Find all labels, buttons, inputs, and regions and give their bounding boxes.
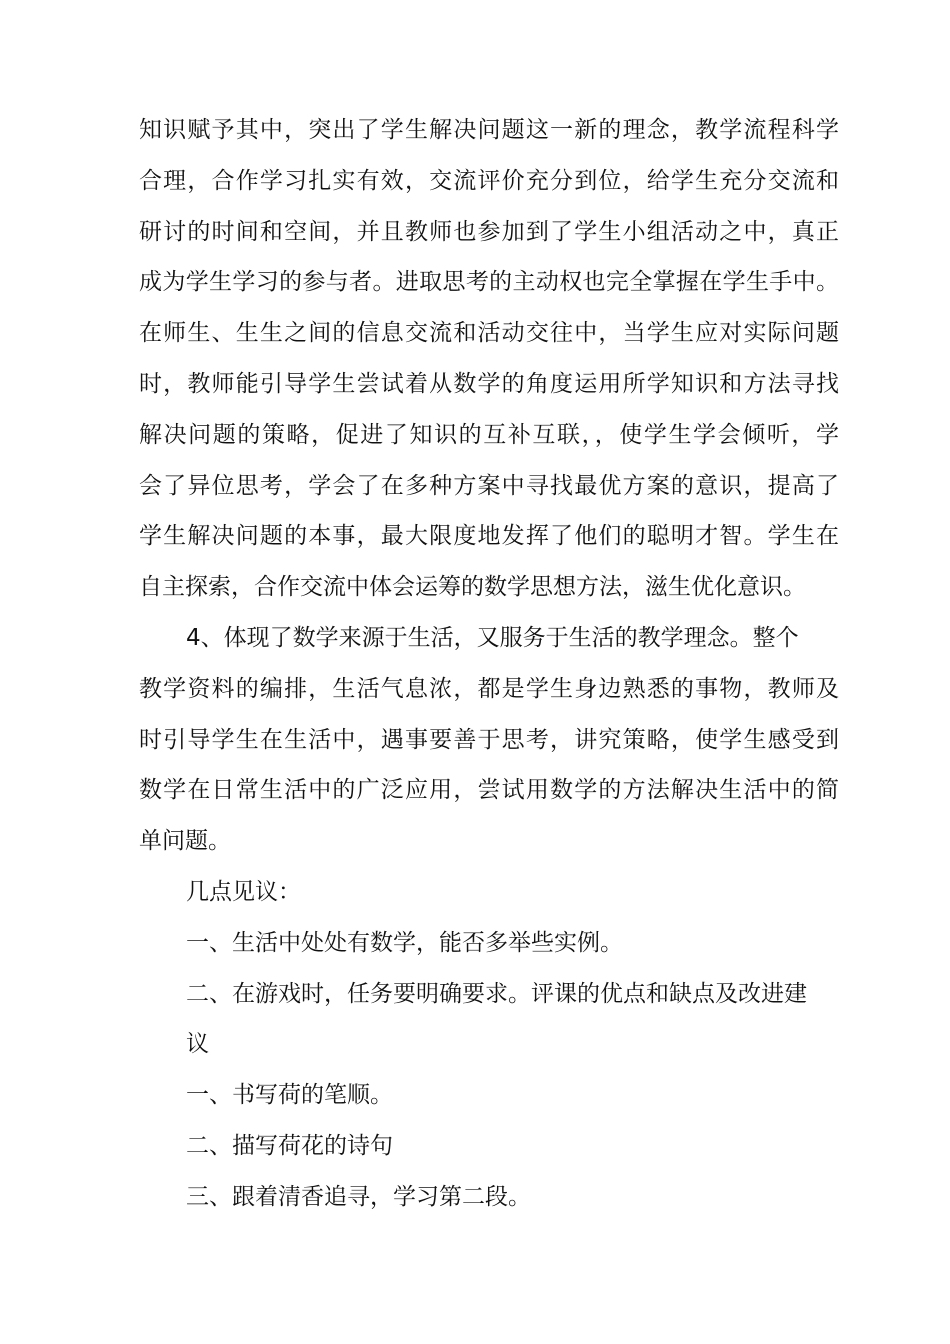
text-line: 教学资料的编排，生活气息浓，都是学生身边熟悉的事物，教师及 bbox=[139, 675, 839, 702]
text-line: 数学在日常生活中的广泛应用，尝试用数学的方法解决生活中的简 bbox=[139, 777, 839, 804]
text-line: 自主探索，合作交流中体会运筹的数学思想方法，滋生优化意识。 bbox=[139, 574, 806, 601]
text-line: 会了异位思考，学会了在多种方案中寻找最优方案的意识，提高了 bbox=[139, 472, 839, 499]
text-line: 单问题。 bbox=[139, 828, 231, 855]
suggestion-item: 二、描写荷花的诗句 bbox=[186, 1132, 393, 1159]
text-line: 学生解决问题的本事，最大限度地发挥了他们的聪明才智。学生在 bbox=[139, 523, 839, 550]
text-line: 时引导学生在生活中，遇事要善于思考，讲究策略，使学生感受到 bbox=[139, 726, 839, 753]
suggestion-item: 一、生活中处处有数学，能否多举些实例。 bbox=[186, 929, 623, 956]
text-line: 知识赋予其中，突出了学生解决问题这一新的理念，教学流程科学 bbox=[139, 117, 839, 143]
paragraph-teaching-evaluation bbox=[139, 105, 839, 613]
suggestion-item-continuation: 议 bbox=[186, 1031, 209, 1058]
text-line: 成为学生学习的参与者。进取思考的主动权也完全掌握在学生手中。 bbox=[139, 269, 839, 296]
suggestions-section bbox=[139, 867, 839, 1223]
text-line: 研讨的时间和空间，并且教师也参加到了学生小组活动之中，真正 bbox=[139, 218, 839, 245]
paragraph-life-math bbox=[139, 613, 839, 867]
text-line: 4、体现了数学来源于生活，又服务于生活的教学理念。整个 bbox=[186, 624, 799, 651]
suggestions-heading: 几点见议： bbox=[186, 878, 301, 905]
text-line: 时，教师能引导学生尝试着从数学的角度运用所学知识和方法寻找 bbox=[139, 370, 839, 397]
suggestion-item: 二、在游戏时，任务要明确要求。评课的优点和缺点及改进建 bbox=[186, 980, 807, 1007]
text-line: 在师生、生生之间的信息交流和活动交往中，当学生应对实际问题 bbox=[139, 320, 839, 347]
suggestion-item: 三、跟着清香追寻，学习第二段。 bbox=[186, 1183, 531, 1210]
document-body bbox=[139, 105, 839, 1223]
text-line: 解决问题的策略，促进了知识的互补互联，，使学生学会倾听，学 bbox=[139, 421, 839, 448]
suggestion-item: 一、书写荷的笔顺。 bbox=[186, 1082, 393, 1109]
text-line: 合理，合作学习扎实有效，交流评价充分到位，给学生充分交流和 bbox=[139, 167, 839, 194]
